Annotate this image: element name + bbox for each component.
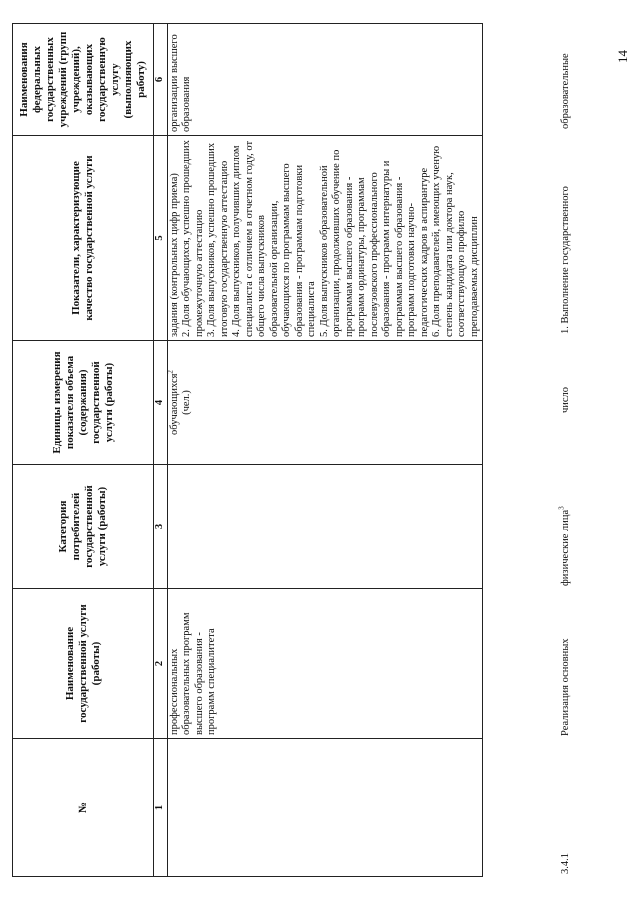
table-row: [167, 24, 483, 877]
footnote-2: 2: [166, 370, 174, 374]
quality-item: задания (контрольных цифр приема): [168, 173, 180, 337]
col-number-5: 5: [154, 136, 168, 341]
col-number-2: 2: [154, 589, 168, 739]
header-units: Единицы измерения показателя объема (содержания) государственной услуги (работы): [13, 341, 154, 465]
row1-cell-units: [167, 341, 483, 465]
row1-units-text: обучающихся: [168, 373, 180, 435]
header-service-name: Наименование государственной услуги (работы): [13, 589, 154, 739]
header-institutions: Наименования федеральных государственных учреждений (групп учреждений), оказывающих государственную услугу (выполняющих работу): [13, 24, 154, 136]
header-consumers: Категория потребителей государственной услуги (работы): [13, 465, 154, 589]
row1-cell-institutions: организации высшего образования: [167, 24, 483, 136]
services-table: [12, 23, 483, 877]
quality-item: 5. Доля выпускников образовательной организации, продолживших обучение по программам высшего образования - программ ординатуры, программам послевузовского профессионального образования - программ интернатуры и программам высшего образования - программ подготовки научно-педагогических кадров в аспирантуре: [318, 149, 430, 337]
row1-cell-service-name: профессиональных образовательных программ высшего образования - программ специалитета: [167, 589, 483, 739]
row1-cell-number: [167, 739, 483, 877]
quality-item: 2. Доля обучающихся, успешно прошедших промежуточную аттестацию: [181, 140, 205, 337]
quality-item: 6. Доля преподавателей, имеющих ученую степень кандидата или доктора наук, соответствующую профилю преподаваемых дисциплин: [431, 145, 480, 337]
column-number-row: [154, 24, 168, 877]
col-number-3: 3: [154, 465, 168, 589]
row2-units: число: [560, 386, 571, 414]
header-quality: Показатели, характеризующие качество государственной услуги: [13, 136, 154, 341]
quality-item: 3. Доля выпускников, успешно прошедших итоговую государственную аттестацию: [206, 142, 230, 337]
footnote-3: 3: [557, 506, 566, 510]
header-number: №: [13, 739, 154, 877]
col-number-4: 4: [154, 341, 168, 465]
quality-item: 4. Доля выпускников, получивших диплом специалиста с отличием в отчетном году, от общего числа выпускников образовательной организации, обучающихся по программам высшего образования - программам подготовки специалиста: [231, 140, 317, 337]
row2-quality: 1. Выполнение государственного: [560, 186, 571, 334]
col-number-1: 1: [154, 739, 168, 877]
page-number: 14: [615, 50, 630, 63]
table-header-row: [13, 24, 154, 877]
row1-units-text-2: (чел.): [181, 390, 192, 415]
row2-consumers: [557, 462, 573, 586]
row2-service-name: Реализация основных: [560, 638, 571, 736]
row2-number: 3.4.1: [560, 853, 571, 874]
row1-cell-quality: [167, 136, 483, 341]
row2-institutions: образовательные: [560, 53, 571, 129]
row1-cell-consumers: [167, 465, 483, 589]
row2-consumers-text: физические лица: [560, 509, 571, 586]
col-number-6: 6: [154, 24, 168, 136]
